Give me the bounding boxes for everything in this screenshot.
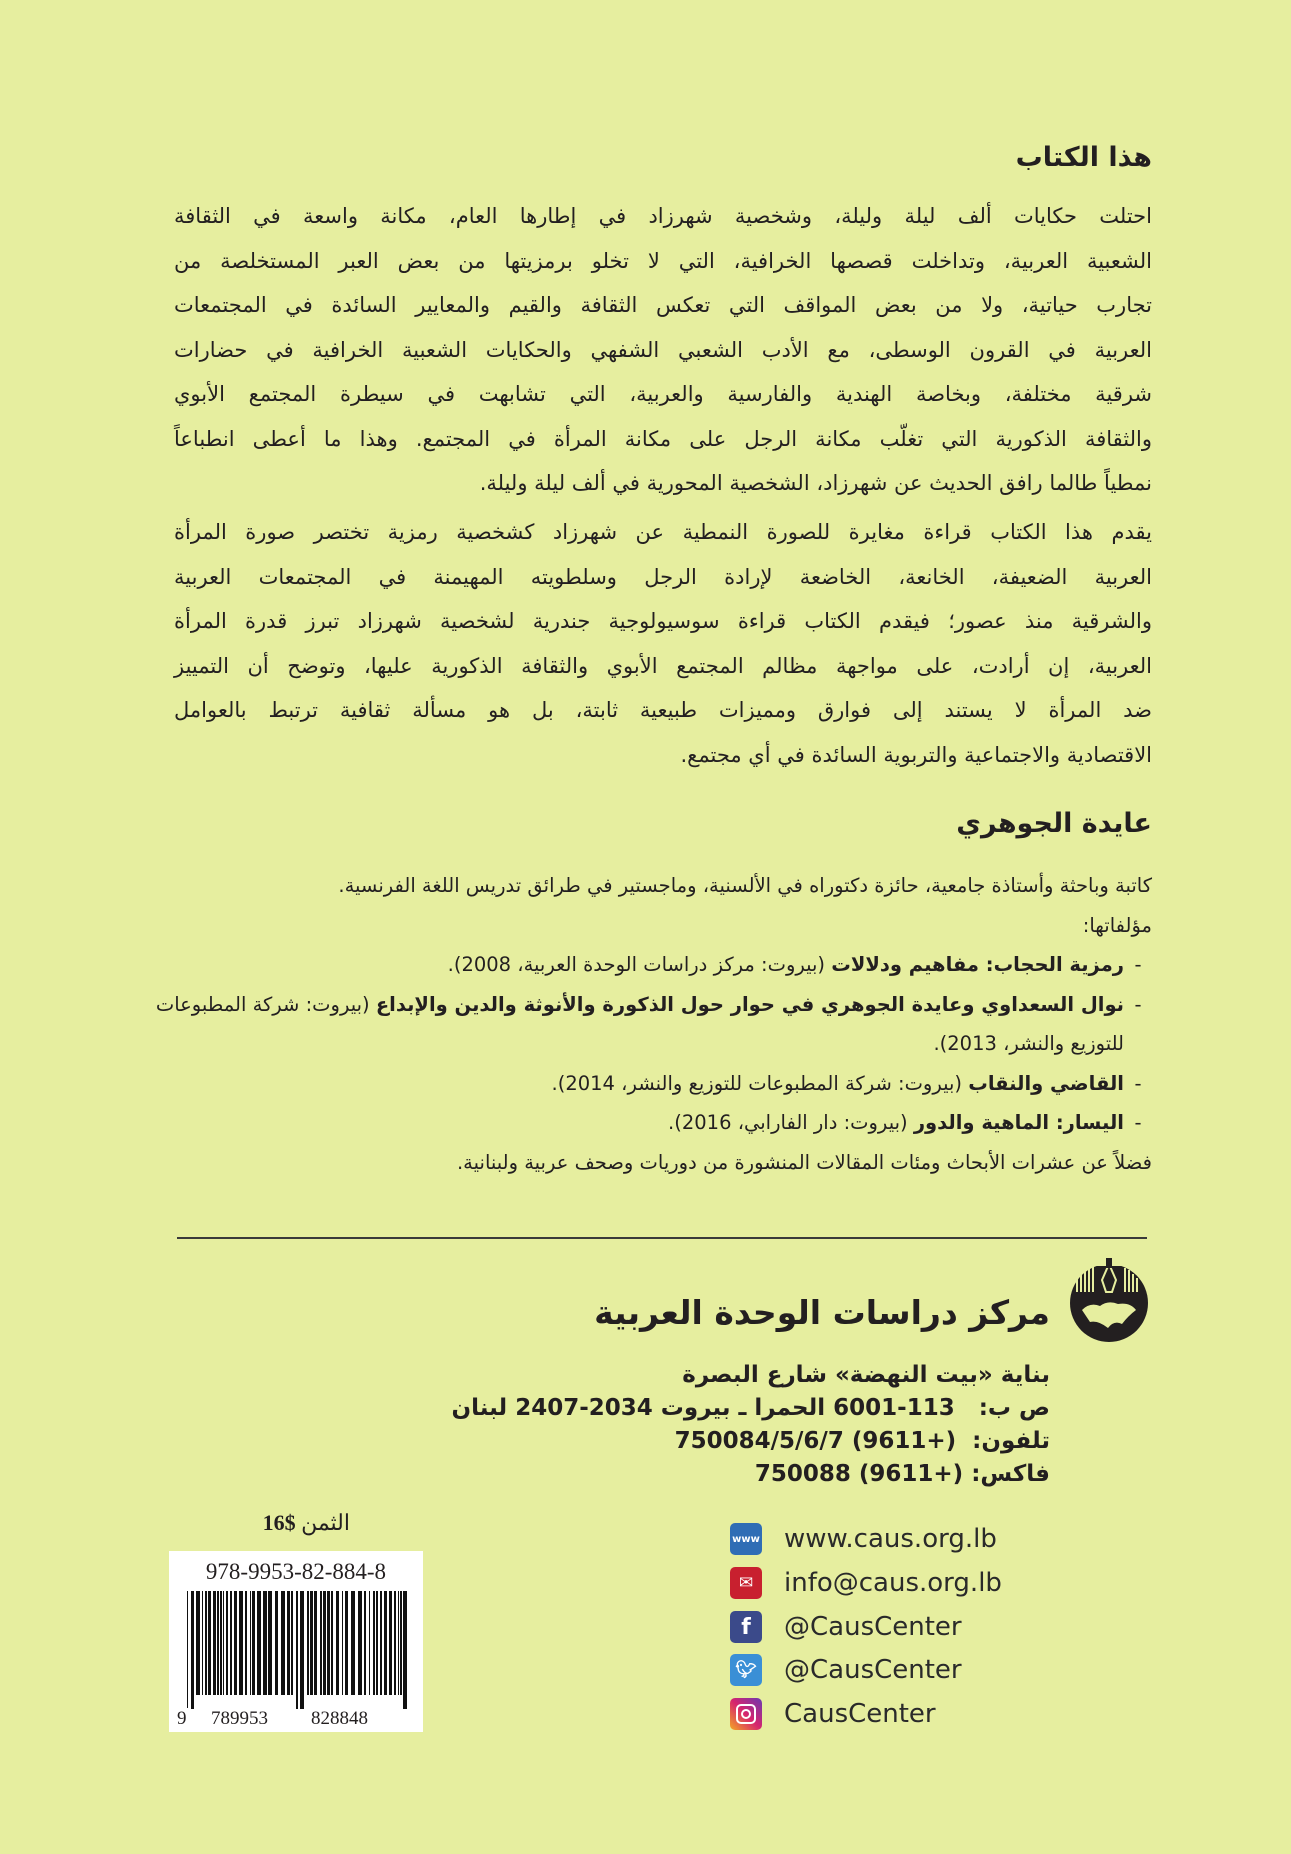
work-title: اليسار: الماهية والدور [913, 1111, 1124, 1134]
publisher-fax [755, 1461, 1050, 1487]
author-closing: فضلاً عن عشرات الأبحاث ومئات المقالات المنشورة من دوريات وصحف عربية ولبنانية. [456, 1150, 1152, 1174]
barcode-bar [263, 1591, 267, 1695]
barcode-bar [187, 1591, 188, 1709]
barcode-bar [296, 1591, 298, 1709]
barcode-bar [336, 1591, 339, 1695]
work-details: (بيروت: شركة المطبوعات [155, 992, 370, 1016]
text-line: الاقتصادية والاجتماعية والتربوية السائدة في أي مجتمع. [680, 742, 1152, 767]
barcode-bar [281, 1591, 285, 1695]
dash: - [1134, 992, 1142, 1016]
fax-label: فاكس: [971, 1461, 1050, 1487]
dash: - [1134, 953, 1142, 976]
text-line: ضد المرأة لا يستند إلى فوارق ومميزات طبيعية ثابتة، بل هو مسألة ثقافية ترتبط بالعوامل [174, 698, 1152, 722]
barcode-bar [230, 1591, 232, 1695]
author-bio: كاتبة وباحثة وأستاذة جامعية، حائزة دكتوراه في الألسنية، وماجستير في طرائق تدريس اللغة الفرنسية. [338, 874, 1152, 897]
barcode-bar [220, 1591, 222, 1695]
fax-value: 750088 (9611+) [754, 1461, 964, 1487]
work-item [174, 1103, 1152, 1143]
barcode-bar [300, 1591, 304, 1709]
isbn-text: 978-9953-82-884-8 [205, 1559, 387, 1584]
text-line: تجارب حياتية، ولا من بعض المواقف التي تعكس الثقافة والقيم والمعايير السائدة في المجتمعات [174, 293, 1152, 317]
barcode-bar [320, 1591, 322, 1695]
text-line: العربية الضعيفة، الخانعة، الخاضعة لإرادة الرجل وسلطويته المهيمنة في المجتمعات العربية [174, 564, 1152, 589]
instagram-icon [730, 1698, 762, 1730]
barcode-bar [213, 1591, 216, 1695]
barcode-bar [369, 1591, 370, 1695]
barcode-group-1: 789953 [211, 1708, 268, 1729]
contact-text: www.caus.org.lb [784, 1524, 997, 1554]
barcode-bar [191, 1591, 194, 1709]
barcode-bar [275, 1591, 278, 1695]
contact-text: info@caus.org.lb [784, 1568, 1002, 1598]
text-line: نمطياً طالما رافق الحديث عن شهرزاد، الشخصية المحورية في ألف ليلة وليلة. [479, 471, 1152, 495]
barcode-bar [205, 1591, 207, 1695]
barcode-bar [400, 1591, 402, 1695]
barcode-bar [358, 1591, 362, 1695]
work-details: (بيروت: شركة المطبوعات للتوزيع والنشر، 2014). [551, 1071, 963, 1095]
publisher-address: بناية «بيت النهضة» شارع البصرة [682, 1362, 1050, 1388]
po-value: 113-6001 الحمرا ـ بيروت 2034-2407 لبنان [451, 1395, 955, 1421]
barcode-bar [327, 1591, 330, 1695]
dash: - [1134, 1071, 1142, 1095]
publisher-name: مركز دراسات الوحدة العربية [594, 1293, 1050, 1332]
author-bio-section [155, 866, 1152, 1182]
price-value: $16 [262, 1510, 296, 1535]
mail-icon: ✉ [730, 1567, 762, 1599]
barcode-bar [307, 1591, 309, 1695]
publisher-logo-icon [1068, 1258, 1150, 1344]
contact-website[interactable] [730, 1519, 997, 1559]
barcode-bar [234, 1591, 237, 1695]
barcode-bar [398, 1591, 399, 1695]
barcode-bar [323, 1591, 326, 1695]
publisher-po-box [452, 1395, 1051, 1421]
work-details: (بيروت: دار الفارابي، 2016). [668, 1111, 908, 1134]
barcode-bar [291, 1591, 293, 1695]
text-line: يقدم هذا الكتاب قراءة مغايرة للصورة النمطية عن شهرزاد كشخصية رمزية تختصر صورة المرأة [174, 520, 1152, 544]
text-line: الشعبية العربية، وتداخلت قصصها الخرافية، التي لا تخلو برمزيتها من بعض العبر المستخلصة من [174, 248, 1152, 273]
text-line: والثقافة الذكورية التي تغلّب مكانة الرجل على مكانة المرأة في المجتمع. وهذا ما أعطى انطباعاً [174, 426, 1152, 451]
work-title: رمزية الحجاب: مفاهيم ودلالات [831, 953, 1124, 976]
price [246, 1510, 350, 1536]
barcode-bar [403, 1591, 407, 1709]
barcode-bar [223, 1591, 224, 1695]
work-details: (بيروت: مركز دراسات الوحدة العربية، 2008). [447, 953, 826, 976]
text-line: احتلت حكايات ألف ليلة وليلة، وشخصية شهرزاد في إطارها العام، مكانة واسعة في الثقافة [174, 204, 1152, 228]
work-item [174, 945, 1152, 985]
barcode-digit-first: 9 [177, 1708, 187, 1729]
text-line: شرقية مختلفة، وبخاصة الهندية والفارسية والعربية، التي تشابهت في سيطرة المجتمع الأبوي [174, 382, 1152, 406]
author-name: عايدة الجوهري [956, 808, 1152, 839]
phone-value: 750084/5/6/7 (9611+) [674, 1428, 957, 1454]
po-label: ص ب: [978, 1395, 1050, 1421]
publisher-phone [675, 1428, 1050, 1454]
text-line: العربية، إن أرادت، على مواجهة مظالم المجتمع الأبوي والثقافة الذكورية عليها، وتوضح أن التمييز [174, 653, 1152, 678]
barcode-bar [257, 1591, 261, 1695]
barcode-bar [376, 1591, 378, 1695]
phone-label: تلفون: [972, 1428, 1050, 1454]
barcode-bar [268, 1591, 272, 1695]
barcode-bar [250, 1591, 251, 1695]
barcode-bar [345, 1591, 348, 1695]
facebook-icon: f [730, 1611, 762, 1643]
barcode-bar [331, 1591, 333, 1695]
work-item-continued: للتوزيع والنشر، 2013). [933, 1032, 1124, 1055]
work-item [174, 1064, 1152, 1104]
barcode-bar [252, 1591, 255, 1695]
barcode-bar [384, 1591, 387, 1695]
contact-text: @CausCenter [784, 1612, 962, 1642]
barcode-bar [364, 1591, 366, 1695]
barcode-bar [196, 1591, 200, 1695]
barcode-bar [373, 1591, 375, 1695]
contact-email[interactable] [730, 1563, 1002, 1603]
barcode-bar [314, 1591, 317, 1695]
barcode-bar [310, 1591, 313, 1695]
work-title: القاضي والنقاب [968, 1071, 1124, 1095]
barcode-bar [239, 1591, 243, 1695]
contact-facebook[interactable] [730, 1607, 962, 1647]
works-label: مؤلفاتها: [1082, 913, 1152, 937]
about-heading: هذا الكتاب [1015, 142, 1152, 173]
text-line: والشرقية منذ عصور؛ فيقدم الكتاب قراءة سوسيولوجية جندرية لشخصية شهرزاد تبرز قدرة المرأة [174, 609, 1152, 633]
barcode-bar [208, 1591, 211, 1695]
twitter-icon: 🐦︎ [730, 1654, 762, 1686]
contact-instagram[interactable] [730, 1694, 936, 1734]
work-item [155, 985, 1152, 1025]
contact-text: CausCenter [784, 1699, 936, 1729]
contact-twitter[interactable] [730, 1650, 962, 1690]
barcode-bar [351, 1591, 355, 1695]
divider [177, 1237, 1147, 1239]
dash: - [1134, 1111, 1142, 1134]
about-paragraph-1 [174, 194, 1152, 506]
barcode-group-2: 828848 [311, 1708, 368, 1729]
barcode-bar [226, 1591, 228, 1695]
barcode-bar [380, 1591, 382, 1695]
text-line: العربية في القرون الوسطى، مع الأدب الشعبي الشفهي والحكايات الشعبية الخرافية في حضارات [174, 337, 1152, 362]
contact-text: @CausCenter [784, 1655, 962, 1685]
work-title: نوال السعداوي وعايدة الجوهري في حوار حول الذكورة والأنوثة والدين والإبداع [375, 992, 1124, 1016]
barcode-bar [202, 1591, 203, 1695]
isbn-barcode [169, 1551, 423, 1732]
price-label: الثمن [301, 1510, 350, 1535]
barcode-bar [287, 1591, 290, 1695]
barcode-bar [394, 1591, 396, 1695]
barcode-bar [217, 1591, 219, 1695]
barcode-bar [389, 1591, 392, 1695]
barcode-bar [245, 1591, 247, 1695]
about-paragraph-2 [174, 510, 1152, 777]
www-globe-icon: www [730, 1523, 762, 1555]
barcode-bar [342, 1591, 343, 1695]
barcode-bars [187, 1591, 409, 1709]
